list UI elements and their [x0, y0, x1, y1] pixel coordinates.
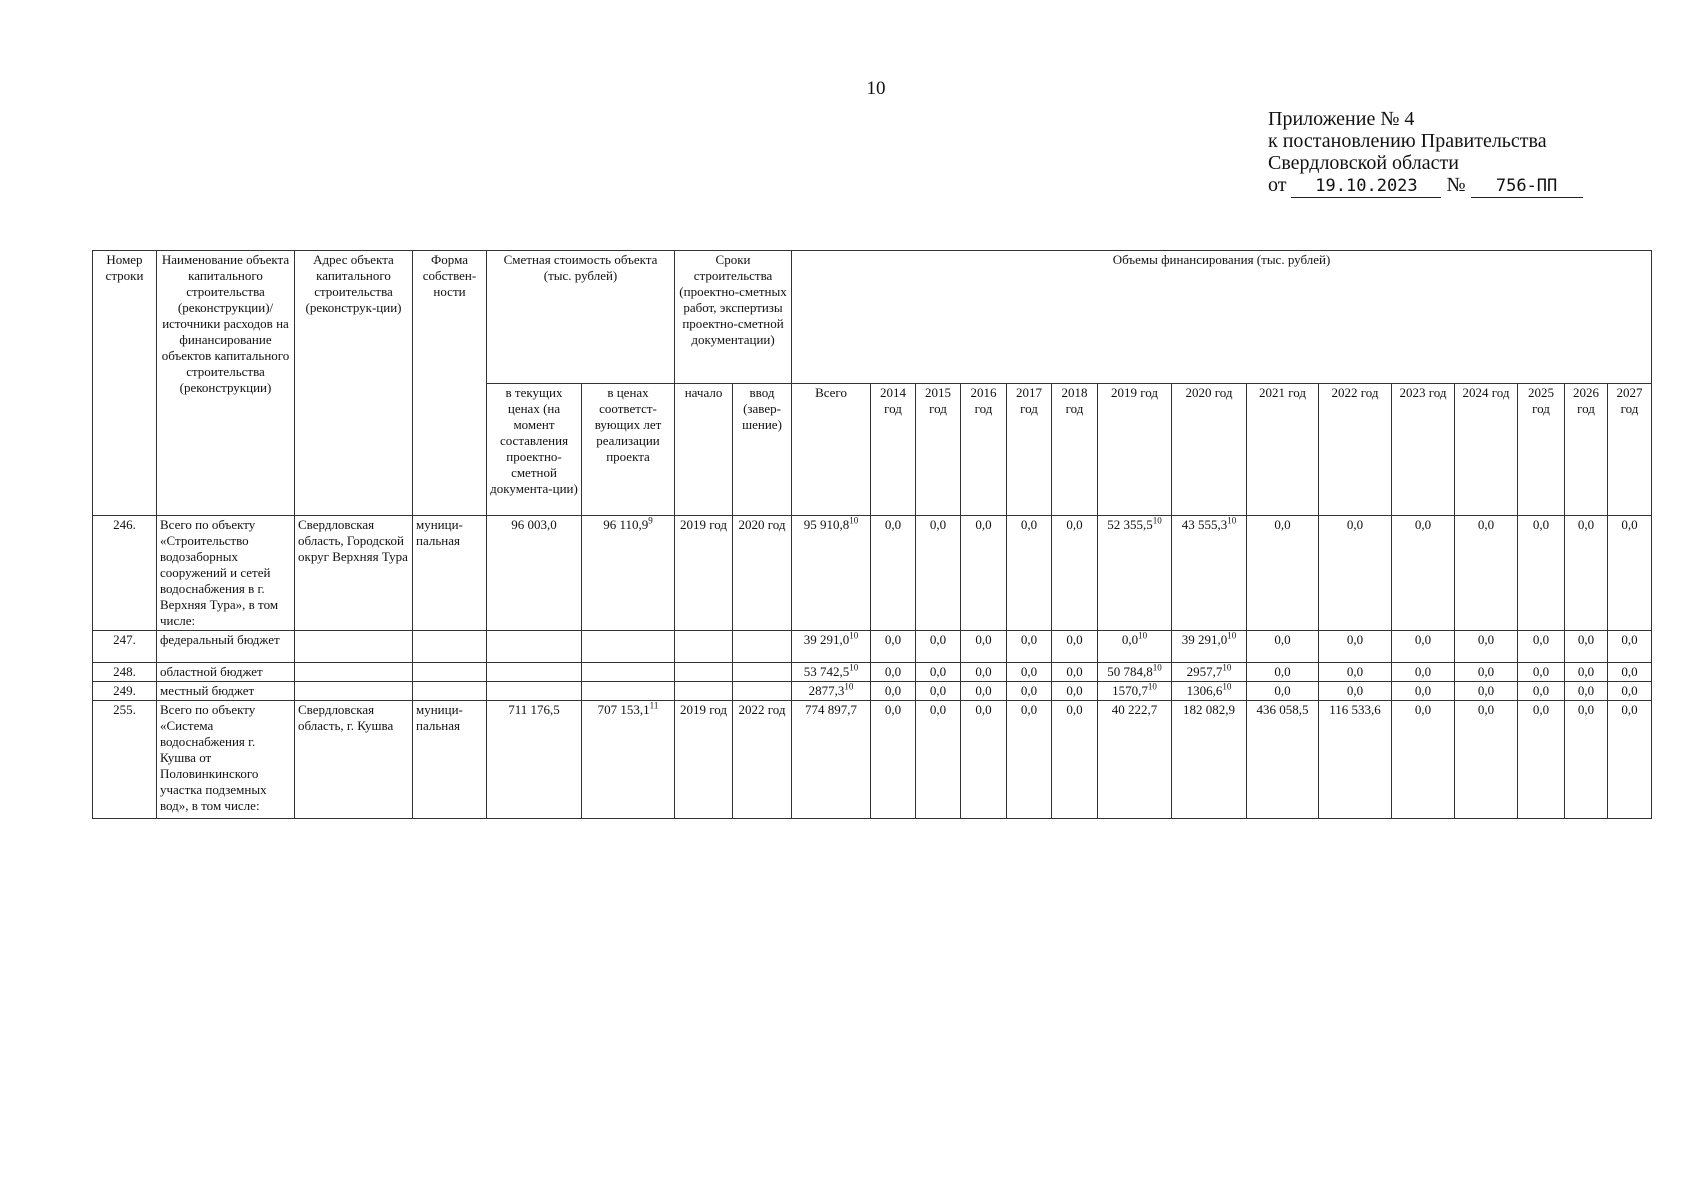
- year-financing: [1098, 663, 1172, 682]
- estimate-current: [487, 516, 582, 631]
- header-estimate-current: в текущих ценах (на момент составления проектно-сметной документа-ции): [487, 384, 582, 516]
- object-address-value: Свердловская область, г. Кушва: [298, 702, 394, 733]
- year-financing-value: 0,0: [1020, 632, 1038, 647]
- year-financing-value: 0,0: [1621, 517, 1638, 532]
- year-financing-value: 0,0: [1346, 517, 1364, 532]
- footnote-marker: 10: [849, 515, 859, 526]
- year-financing: [1052, 631, 1098, 663]
- object-address: [295, 663, 413, 682]
- year-financing: [1392, 701, 1455, 819]
- footnote-marker: 10: [1227, 630, 1237, 641]
- year-financing: [916, 663, 961, 682]
- header-ownership: Форма собствен-ности: [413, 251, 487, 516]
- header-financing: Объемы финансирования (тыс. рублей): [792, 251, 1652, 384]
- start-year-value: 2019 год: [680, 517, 728, 532]
- year-financing-value: 0,0: [1066, 664, 1083, 679]
- year-financing: [1518, 631, 1565, 663]
- year-financing-value: 43 555,3: [1181, 517, 1228, 532]
- year-financing-value: 0,0: [1621, 664, 1638, 679]
- resolution-date: 19.10.2023: [1291, 175, 1441, 198]
- year-financing: [916, 631, 961, 663]
- year-financing-value: 0,0: [1414, 664, 1432, 679]
- year-financing: [1098, 701, 1172, 819]
- total-financing-value: 53 742,5: [803, 664, 850, 679]
- year-financing: [1247, 516, 1319, 631]
- year-financing-value: 1570,7: [1112, 683, 1148, 698]
- year-financing: [1247, 682, 1319, 701]
- estimate-current: [487, 682, 582, 701]
- year-financing-value: 0,0: [1532, 683, 1550, 698]
- year-financing-value: 0,0: [1020, 517, 1038, 532]
- year-financing-value: 0,0: [1066, 683, 1083, 698]
- year-financing: [1608, 682, 1652, 701]
- object-address: [295, 631, 413, 663]
- row-number-value: 248.: [113, 664, 136, 679]
- table-row: [93, 663, 1652, 682]
- row-number: [93, 516, 157, 631]
- footnote-marker: 10: [1138, 630, 1148, 641]
- year-financing-value: 0,0: [1066, 517, 1083, 532]
- estimate-years: [582, 631, 675, 663]
- year-financing-value: 0,0: [1066, 632, 1083, 647]
- year-financing-value: 0,0: [1274, 683, 1291, 698]
- object-name: [157, 663, 295, 682]
- year-financing: [1172, 516, 1247, 631]
- year-financing-value: 0,0: [1532, 632, 1550, 647]
- table-row: [93, 682, 1652, 701]
- estimate-years: [582, 516, 675, 631]
- year-financing: [1565, 663, 1608, 682]
- object-name: [157, 516, 295, 631]
- year-financing: [1565, 682, 1608, 701]
- ownership-form: [413, 663, 487, 682]
- estimate-current: [487, 631, 582, 663]
- total-financing-value: 2877,3: [808, 683, 845, 698]
- estimate-years: [582, 682, 675, 701]
- row-number-value: 255.: [113, 702, 136, 717]
- header-year: 2016 год: [961, 384, 1007, 516]
- year-financing-value: 0,0: [1477, 664, 1495, 679]
- year-financing: [1608, 701, 1652, 819]
- footnote-marker: 10: [1222, 681, 1232, 692]
- row-number-value: 246.: [113, 517, 136, 532]
- total-financing: [792, 631, 871, 663]
- year-financing-value: 0,0: [884, 664, 902, 679]
- year-financing-value: 0,0: [1274, 517, 1291, 532]
- object-address: [295, 516, 413, 631]
- year-financing: [1247, 701, 1319, 819]
- total-financing: [792, 701, 871, 819]
- year-financing-value: 0,0: [1414, 702, 1432, 717]
- year-financing: [916, 701, 961, 819]
- estimate-current-value: 711 176,5: [508, 702, 560, 717]
- year-financing: [1007, 701, 1052, 819]
- year-financing-value: 0,0: [1577, 517, 1595, 532]
- year-financing: [961, 701, 1007, 819]
- year-financing: [1098, 631, 1172, 663]
- year-financing-value: 0,0: [1414, 517, 1432, 532]
- year-financing-value: 0,0: [1274, 664, 1291, 679]
- year-financing: [1052, 701, 1098, 819]
- appendix-title: Приложение № 4: [1268, 108, 1415, 130]
- year-financing: [1172, 701, 1247, 819]
- ownership-form-value: муници-пальная: [416, 702, 463, 733]
- object-name-value: федеральный бюджет: [160, 632, 280, 647]
- footnote-marker: 10: [849, 662, 859, 673]
- footnote-marker: 10: [1152, 515, 1162, 526]
- object-address: [295, 701, 413, 819]
- year-financing: [1052, 516, 1098, 631]
- year-financing: [1007, 516, 1052, 631]
- year-financing: [1518, 682, 1565, 701]
- year-financing-value: 0,0: [1621, 683, 1638, 698]
- year-financing: [1518, 516, 1565, 631]
- end-year-value: 2020 год: [738, 517, 786, 532]
- year-financing-value: 0,0: [1577, 702, 1595, 717]
- row-number: [93, 701, 157, 819]
- footnote-marker: 11: [649, 700, 659, 711]
- ownership-form: [413, 631, 487, 663]
- appendix-resolution: к постановлению Правительства: [1268, 130, 1547, 152]
- year-financing-value: 39 291,0: [1181, 632, 1228, 647]
- footnote-marker: 10: [849, 630, 859, 641]
- year-financing: [1319, 701, 1392, 819]
- year-financing: [871, 701, 916, 819]
- year-financing-value: 52 355,5: [1107, 517, 1153, 532]
- year-financing: [1319, 631, 1392, 663]
- year-financing-value: 2957,7: [1186, 664, 1223, 679]
- year-financing: [1247, 663, 1319, 682]
- start-year: [675, 516, 733, 631]
- year-financing-value: 0,0: [1532, 664, 1550, 679]
- object-name-value: областной бюджет: [160, 664, 263, 679]
- estimate-years: [582, 701, 675, 819]
- table-body: [93, 516, 1652, 819]
- header-year: 2023 год: [1392, 384, 1455, 516]
- end-year-value: 2022 год: [738, 702, 786, 717]
- year-financing-value: 0,0: [1477, 702, 1495, 717]
- footnote-marker: 10: [1227, 515, 1237, 526]
- year-financing-value: 0,0: [1477, 632, 1495, 647]
- estimate-years: [582, 663, 675, 682]
- total-financing: [792, 663, 871, 682]
- estimate-current: [487, 701, 582, 819]
- header-year: 2027 год: [1608, 384, 1652, 516]
- year-financing: [1007, 663, 1052, 682]
- header-year: 2022 год: [1319, 384, 1392, 516]
- header-year: 2025 год: [1518, 384, 1565, 516]
- year-financing: [1392, 682, 1455, 701]
- ownership-form-value: муници-пальная: [416, 517, 463, 548]
- start-year: [675, 631, 733, 663]
- year-financing-value: 0,0: [1577, 632, 1595, 647]
- footnote-marker: 10: [1147, 681, 1157, 692]
- ownership-form: [413, 701, 487, 819]
- year-financing-value: 50 784,8: [1107, 664, 1153, 679]
- total-financing-value: 95 910,8: [803, 517, 850, 532]
- year-financing: [1007, 682, 1052, 701]
- header-address: Адрес объекта капитального строительства (реконструк-ции): [295, 251, 413, 516]
- year-financing-value: 0,0: [1414, 683, 1432, 698]
- header-estimate: Сметная стоимость объекта (тыс. рублей): [487, 251, 675, 384]
- header-start: начало: [675, 384, 733, 516]
- year-financing: [1608, 631, 1652, 663]
- year-financing-value: 0,0: [1477, 683, 1495, 698]
- year-financing-value: 182 082,9: [1183, 702, 1236, 717]
- year-financing: [1455, 701, 1518, 819]
- year-financing-value: 0,0: [1346, 664, 1364, 679]
- header-estimate-years: в ценах соответст-вующих лет реализации проекта: [582, 384, 675, 516]
- start-year: [675, 663, 733, 682]
- start-year: [675, 701, 733, 819]
- year-financing: [961, 631, 1007, 663]
- year-financing-value: 0,0: [1621, 632, 1638, 647]
- header-total: Всего: [792, 384, 871, 516]
- year-financing-value: 0,0: [975, 517, 992, 532]
- year-financing-value: 0,0: [884, 632, 902, 647]
- year-financing-value: 40 222,7: [1111, 702, 1158, 717]
- end-year: [733, 663, 792, 682]
- footnote-marker: 10: [1152, 662, 1162, 673]
- row-number-value: 247.: [113, 632, 136, 647]
- total-financing-value: 39 291,0: [803, 632, 850, 647]
- year-financing: [871, 516, 916, 631]
- year-financing: [1319, 663, 1392, 682]
- total-financing-value: 774 897,7: [805, 702, 858, 717]
- year-financing: [1172, 631, 1247, 663]
- year-financing: [1518, 663, 1565, 682]
- year-financing-value: 0,0: [1577, 664, 1595, 679]
- table-header: [93, 251, 1652, 516]
- year-financing-value: 0,0: [1577, 683, 1595, 698]
- year-financing: [1565, 516, 1608, 631]
- end-year: [733, 516, 792, 631]
- header-row-number: Номер строки: [93, 251, 157, 516]
- header-end: ввод (завер-шение): [733, 384, 792, 516]
- year-financing: [1052, 663, 1098, 682]
- object-name-value: Всего по объекту «Строительство водозаборных сооружений и сетей водоснабжения в г. Верхняя Тура», в том числе:: [160, 517, 279, 628]
- year-financing-value: 0,0: [1532, 517, 1550, 532]
- year-financing-value: 0,0: [1121, 632, 1139, 647]
- year-financing: [961, 516, 1007, 631]
- year-financing-value: 0,0: [975, 702, 992, 717]
- year-financing-value: 0,0: [975, 664, 992, 679]
- table-row: [93, 631, 1652, 663]
- table-row: [93, 516, 1652, 631]
- header-year: 2018 год: [1052, 384, 1098, 516]
- header-year: 2019 год: [1098, 384, 1172, 516]
- end-year: [733, 682, 792, 701]
- estimate-years-value: 96 110,9: [603, 517, 649, 532]
- row-number: [93, 682, 157, 701]
- year-financing-value: 0,0: [1020, 664, 1038, 679]
- year-financing: [1455, 516, 1518, 631]
- footnote-marker: 10: [844, 681, 854, 692]
- total-financing: [792, 516, 871, 631]
- header-year: 2015 год: [916, 384, 961, 516]
- year-financing-value: 0,0: [1414, 632, 1432, 647]
- year-financing-value: 0,0: [1621, 702, 1638, 717]
- appendix-signature-line: [1268, 174, 1583, 198]
- year-financing: [1518, 701, 1565, 819]
- start-year-value: 2019 год: [680, 702, 728, 717]
- number-label: №: [1446, 174, 1466, 196]
- appendix-region: Свердловской области: [1268, 152, 1459, 174]
- year-financing: [871, 631, 916, 663]
- page-number: 10: [866, 78, 886, 99]
- footnote-marker: 9: [648, 515, 653, 526]
- from-label: от: [1268, 174, 1287, 196]
- end-year: [733, 631, 792, 663]
- estimate-current: [487, 663, 582, 682]
- year-financing-value: 436 058,5: [1256, 702, 1309, 717]
- year-financing: [1455, 663, 1518, 682]
- year-financing: [1608, 516, 1652, 631]
- year-financing: [1392, 631, 1455, 663]
- financing-table: [92, 250, 1652, 819]
- header-year: 2024 год: [1455, 384, 1518, 516]
- year-financing: [1565, 701, 1608, 819]
- year-financing-value: 0,0: [1346, 683, 1364, 698]
- footnote-marker: 10: [1222, 662, 1232, 673]
- row-number: [93, 663, 157, 682]
- object-name: [157, 631, 295, 663]
- year-financing-value: 0,0: [1532, 702, 1550, 717]
- year-financing-value: 0,0: [1066, 702, 1083, 717]
- estimate-years-value: 707 153,1: [597, 702, 650, 717]
- year-financing-value: 0,0: [884, 683, 902, 698]
- year-financing: [916, 682, 961, 701]
- year-financing: [1247, 631, 1319, 663]
- year-financing-value: 0,0: [1020, 702, 1038, 717]
- year-financing-value: 1306,6: [1186, 683, 1223, 698]
- object-name-value: Всего по объекту «Система водоснабжения г. Кушва от Половинкинского участка подземных вод», в том числе:: [160, 702, 267, 813]
- year-financing-value: 0,0: [975, 632, 992, 647]
- header-year: 2020 год: [1172, 384, 1247, 516]
- start-year: [675, 682, 733, 701]
- year-financing-value: 0,0: [884, 702, 902, 717]
- header-year: 2014 год: [871, 384, 916, 516]
- year-financing-value: 0,0: [929, 517, 947, 532]
- year-financing: [1052, 682, 1098, 701]
- total-financing: [792, 682, 871, 701]
- year-financing-value: 0,0: [929, 664, 947, 679]
- year-financing: [1319, 516, 1392, 631]
- object-address-value: Свердловская область, Городской округ Верхняя Тура: [298, 517, 408, 564]
- year-financing: [1565, 631, 1608, 663]
- resolution-number: 756-ПП: [1471, 175, 1583, 198]
- header-year: 2026 год: [1565, 384, 1608, 516]
- row-number-value: 249.: [113, 683, 136, 698]
- year-financing-value: 0,0: [1346, 632, 1364, 647]
- estimate-current-value: 96 003,0: [511, 517, 557, 532]
- year-financing: [871, 682, 916, 701]
- table-row: [93, 701, 1652, 819]
- year-financing-value: 0,0: [929, 632, 947, 647]
- object-name: [157, 701, 295, 819]
- object-name: [157, 682, 295, 701]
- year-financing: [1455, 682, 1518, 701]
- header-year: 2017 год: [1007, 384, 1052, 516]
- appendix-header: [1268, 108, 1583, 198]
- year-financing: [961, 663, 1007, 682]
- year-financing: [1608, 663, 1652, 682]
- year-financing-value: 0,0: [929, 683, 947, 698]
- object-name-value: местный бюджет: [160, 683, 255, 698]
- ownership-form: [413, 516, 487, 631]
- year-financing: [871, 663, 916, 682]
- header-terms: Сроки строительства (проектно-сметных работ, экспертизы проектно-сметной документации): [675, 251, 792, 384]
- row-number: [93, 631, 157, 663]
- year-financing: [1319, 682, 1392, 701]
- ownership-form: [413, 682, 487, 701]
- year-financing-value: 0,0: [1020, 683, 1038, 698]
- year-financing-value: 0,0: [1274, 632, 1291, 647]
- object-address: [295, 682, 413, 701]
- year-financing: [961, 682, 1007, 701]
- end-year: [733, 701, 792, 819]
- header-year: 2021 год: [1247, 384, 1319, 516]
- year-financing: [1455, 631, 1518, 663]
- year-financing-value: 116 533,6: [1329, 702, 1381, 717]
- year-financing: [1007, 631, 1052, 663]
- year-financing: [916, 516, 961, 631]
- year-financing: [1392, 663, 1455, 682]
- year-financing: [1172, 663, 1247, 682]
- year-financing-value: 0,0: [1477, 517, 1495, 532]
- year-financing: [1392, 516, 1455, 631]
- year-financing-value: 0,0: [929, 702, 947, 717]
- header-object-name: Наименование объекта капитального строительства (реконструкции)/ источники расходов на финансирование объектов капитального строительства (реконструкции): [157, 251, 295, 516]
- year-financing: [1098, 516, 1172, 631]
- year-financing: [1172, 682, 1247, 701]
- year-financing: [1098, 682, 1172, 701]
- year-financing-value: 0,0: [975, 683, 992, 698]
- year-financing-value: 0,0: [884, 517, 902, 532]
